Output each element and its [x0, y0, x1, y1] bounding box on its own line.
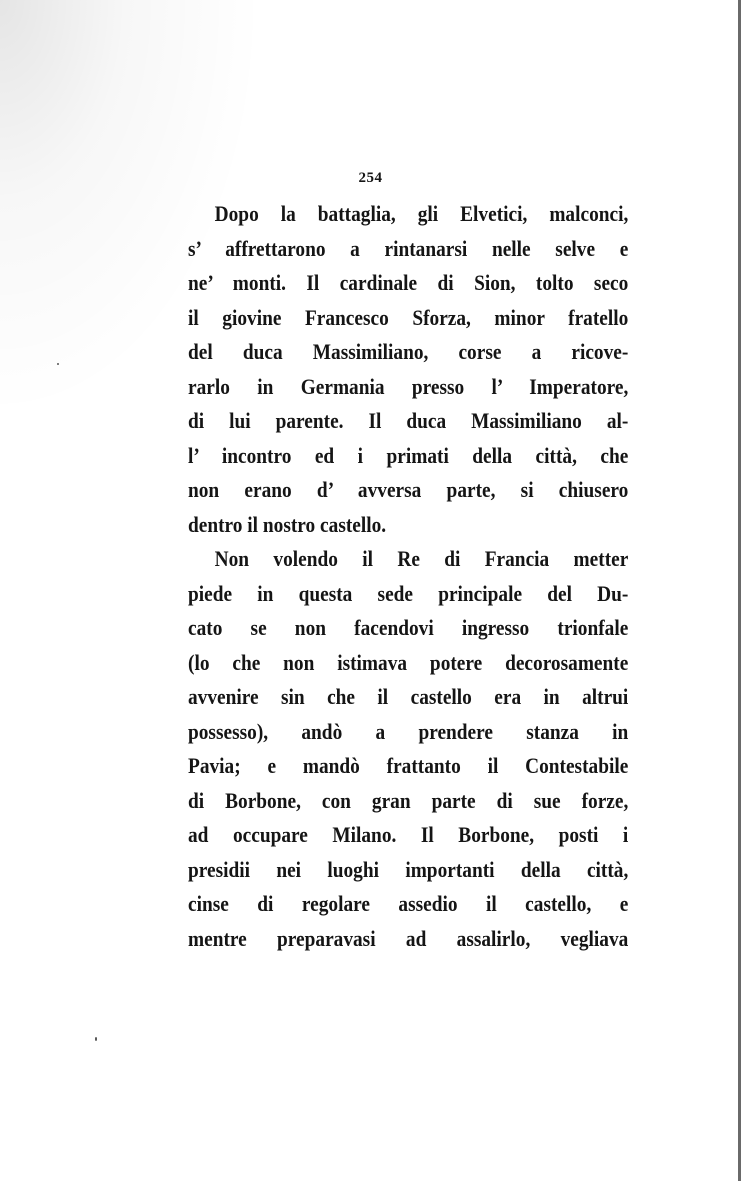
text-line: Dopo la battaglia, gli Elvetici, malconci, — [214, 201, 629, 226]
text-line: l’ incontro ed i primati della città, che — [188, 442, 629, 468]
ink-speck — [57, 363, 59, 365]
text-line: di lui parente. Il duca Massimiliano al- — [188, 408, 629, 433]
body-text — [188, 197, 628, 956]
text-line: il giovine Francesco Sforza, minor fratello — [188, 304, 629, 330]
text-line: di Borbone, con gran parte di sue forze, — [188, 787, 629, 813]
text-line: non erano d’ avversa parte, si chiusero — [188, 477, 629, 502]
text-line: rarlo in Germania presso l’ Imperatore, — [188, 373, 629, 399]
text-line: del duca Massimiliano, corse a ricove- — [188, 339, 629, 364]
text-line: ne’ monti. Il cardinale di Sion, tolto seco — [188, 270, 629, 295]
text-line: possesso), andò a prendere stanza in — [188, 718, 629, 744]
text-line: cinse di regolare assedio il castello, e — [188, 891, 629, 916]
text-line: piede in questa sede principale del Du- — [188, 580, 629, 606]
page-number: 254 — [358, 170, 383, 186]
ink-speck — [95, 1037, 97, 1041]
text-line: cato se non facendovi ingresso trionfale — [188, 615, 629, 640]
text-line: Pavia; e mandò frattanto il Contestabile — [188, 753, 629, 778]
text-line: dentro il nostro castello. — [188, 511, 387, 537]
text-line: ad occupare Milano. Il Borbone, posti i — [188, 822, 629, 847]
text-line: (lo che non istimava potere decorosamente — [188, 649, 629, 675]
text-line: presidii nei luoghi importanti della città, — [188, 856, 629, 882]
text-line: mentre preparavasi ad assalirlo, vegliava — [188, 925, 629, 951]
text-line: Non volendo il Re di Francia metter — [214, 546, 629, 571]
text-line: avvenire sin che il castello era in altrui — [188, 684, 629, 709]
text-line: s’ affrettarono a rintanarsi nelle selve e — [188, 235, 629, 261]
